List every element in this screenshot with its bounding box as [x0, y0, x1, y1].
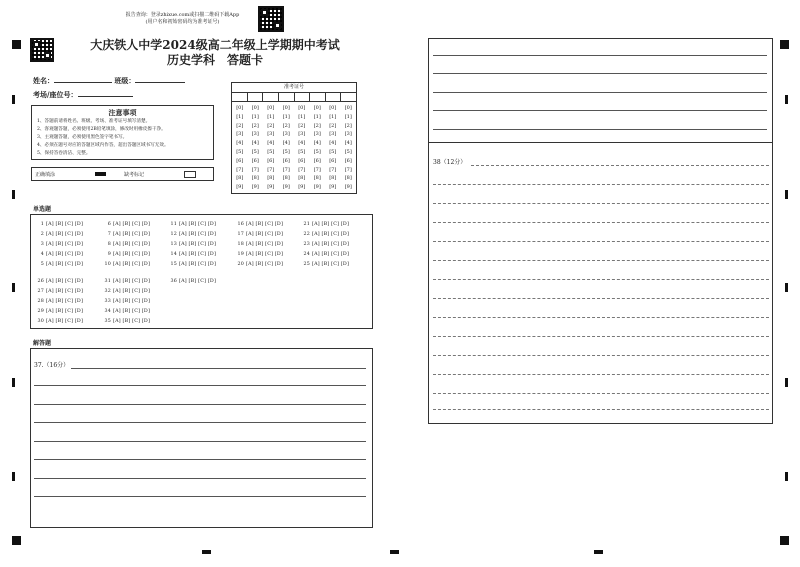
timing-mark — [12, 472, 15, 481]
q38-label: 38（12分） — [433, 159, 467, 166]
ticket-digit-bubble[interactable]: [2] — [298, 122, 306, 129]
ticket-digit-bubble[interactable]: [5] — [298, 148, 306, 155]
mcq-question-row[interactable] — [302, 260, 349, 270]
answer-line — [433, 184, 769, 185]
mcq-question-row[interactable] — [36, 250, 83, 260]
mcq-section-label: 单选题 — [33, 206, 52, 213]
ticket-digit-bubble[interactable]: [5] — [344, 148, 352, 155]
mcq-question-row[interactable] — [103, 277, 150, 287]
mcq-question-row[interactable] — [103, 260, 150, 270]
answer-line — [433, 355, 769, 356]
mcq-question-row[interactable] — [169, 220, 216, 230]
answer-line — [433, 203, 769, 204]
ticket-digit-bubble[interactable]: [1] — [267, 113, 275, 120]
mcq-option-bubbles[interactable]: [A] [B] [C] [D] — [46, 289, 84, 294]
mcq-question-number: 23 — [303, 242, 310, 247]
mcq-option-bubbles[interactable]: [A] [B] [C] [D] — [312, 232, 350, 237]
missing-exam-label: 缺考标记 — [124, 172, 145, 178]
mcq-question-row[interactable] — [302, 220, 349, 230]
ticket-digit-bubble[interactable]: [7] — [236, 166, 244, 173]
ticket-digit-bubble[interactable]: [9] — [267, 184, 275, 191]
mcq-question-row[interactable] — [36, 307, 83, 317]
mcq-option-bubbles[interactable]: [A] [B] [C] [D] — [113, 242, 151, 247]
mcq-question-number: 18 — [237, 242, 244, 247]
mcq-option-bubbles[interactable]: [A] [B] [C] [D] — [46, 222, 84, 227]
ticket-digit-bubble[interactable]: [9] — [298, 184, 306, 191]
ticket-digit-bubble[interactable]: [9] — [282, 184, 290, 191]
mcq-question-row[interactable] — [302, 230, 349, 240]
exam-title — [60, 38, 370, 68]
mcq-question-number: 6 — [107, 222, 111, 227]
registration-mark-top-left — [12, 40, 21, 49]
mcq-option-bubbles[interactable]: [A] [B] [C] [D] — [113, 252, 151, 257]
mcq-question-number: 13 — [170, 242, 177, 247]
mcq-question-number: 31 — [104, 279, 111, 284]
mcq-question-number: 33 — [104, 299, 111, 304]
registration-mark-top-right — [780, 40, 789, 49]
ticket-digit-bubble[interactable]: [5] — [282, 148, 290, 155]
mcq-column — [36, 277, 83, 327]
mcq-option-bubbles[interactable]: [A] [B] [C] [D] — [113, 279, 151, 284]
mcq-question-number: 34 — [104, 309, 111, 314]
room-seat-field[interactable] — [78, 88, 133, 97]
mcq-question-number: 27 — [37, 289, 44, 294]
essay-section-label: 解答题 — [33, 340, 52, 347]
ticket-number-label: 准考证号 — [232, 83, 356, 93]
answer-line — [433, 298, 769, 299]
timing-mark — [785, 378, 788, 387]
mcq-question-number: 35 — [104, 319, 111, 324]
mcq-question-row[interactable] — [103, 307, 150, 317]
mcq-question-row[interactable] — [36, 260, 83, 270]
timing-mark — [12, 95, 15, 104]
ticket-digit-bubble[interactable]: [0] — [251, 105, 259, 111]
ticket-digit-bubble[interactable]: [0] — [298, 105, 306, 111]
mcq-question-number: 36 — [170, 279, 177, 284]
mcq-option-bubbles[interactable]: [A] [B] [C] [D] — [179, 252, 217, 257]
ticket-digit-bubbles — [232, 102, 356, 192]
ticket-digit-bubble[interactable]: [2] — [236, 122, 244, 129]
answer-line — [433, 409, 769, 410]
ticket-digit-bubble[interactable]: [0] — [329, 105, 337, 111]
ticket-digit-bubble[interactable]: [1] — [298, 113, 306, 120]
ticket-number-grid — [231, 82, 357, 194]
ticket-digit-bubble[interactable]: [7] — [344, 166, 352, 173]
ticket-digit-bubble[interactable]: [6] — [298, 157, 306, 164]
mcq-question-number: 15 — [170, 262, 177, 267]
registration-mark-bottom-right — [780, 536, 789, 545]
timing-mark — [202, 550, 211, 554]
ticket-digit-bubble[interactable]: [7] — [282, 166, 290, 173]
correct-fill-sample — [95, 172, 106, 176]
timing-mark — [390, 550, 399, 554]
answer-line — [34, 496, 366, 497]
ticket-digit-bubble[interactable]: [7] — [298, 166, 306, 173]
mcq-question-number: 28 — [37, 299, 44, 304]
mcq-option-bubbles[interactable]: [A] [B] [C] [D] — [312, 222, 350, 227]
mcq-question-number: 4 — [40, 252, 44, 257]
ticket-digit-bubble[interactable]: [2] — [282, 122, 290, 129]
mcq-option-bubbles[interactable]: [A] [B] [C] [D] — [113, 299, 151, 304]
mcq-question-row[interactable] — [103, 240, 150, 250]
ticket-digit-bubble[interactable]: [4] — [313, 140, 321, 147]
mcq-question-row[interactable] — [103, 287, 150, 297]
mcq-option-bubbles[interactable]: [A] [B] [C] [D] — [46, 252, 84, 257]
mcq-column — [103, 220, 150, 270]
correct-fill-label: 正确填涂 — [35, 172, 56, 178]
answer-line — [34, 441, 366, 442]
ticket-digit-bubble[interactable]: [3] — [329, 131, 337, 138]
ticket-digit-bubble[interactable]: [8] — [236, 175, 244, 182]
mcq-question-number: 17 — [237, 232, 244, 237]
answer-line — [471, 165, 769, 166]
mcq-option-bubbles[interactable]: [A] [B] [C] [D] — [46, 319, 84, 324]
ticket-write-cells[interactable] — [232, 93, 356, 102]
ticket-digit-bubble[interactable]: [9] — [313, 184, 321, 191]
mcq-option-bubbles[interactable]: [A] [B] [C] [D] — [246, 222, 284, 227]
ticket-digit-bubble[interactable]: [5] — [236, 148, 244, 155]
room-seat-label: 考场/座位号： — [33, 90, 78, 99]
mcq-question-row[interactable] — [36, 220, 83, 230]
mcq-question-number: 11 — [170, 222, 177, 227]
mcq-option-bubbles[interactable]: [A] [B] [C] [D] — [46, 262, 84, 267]
fill-example-box — [31, 167, 214, 181]
notice-line-1: 报告查询：登录zhixue.com或扫描二维码下载App — [125, 12, 240, 18]
answer-line — [433, 92, 767, 93]
answer-line — [433, 374, 769, 375]
mcq-option-bubbles[interactable]: [A] [B] [C] [D] — [312, 252, 350, 257]
mcq-question-row[interactable] — [236, 250, 283, 260]
class-field[interactable] — [135, 74, 185, 83]
answer-line — [433, 55, 767, 56]
mcq-option-bubbles[interactable]: [A] [B] [C] [D] — [312, 262, 350, 267]
note-item: 1、答题前请将姓名、班级、考场、准考证号填写清楚。 — [37, 119, 151, 124]
answer-line — [433, 222, 769, 223]
answer-line — [433, 279, 769, 280]
student-info — [33, 74, 233, 102]
ticket-digit-bubble[interactable]: [6] — [236, 157, 244, 164]
ticket-digit-bubble[interactable]: [3] — [344, 131, 352, 138]
mcq-option-bubbles[interactable]: [A] [B] [C] [D] — [46, 309, 84, 314]
mcq-question-row[interactable] — [302, 240, 349, 250]
note-item: 5、保持答卷清洁、完整。 — [37, 151, 91, 156]
ticket-digit-bubble[interactable]: [9] — [329, 184, 337, 191]
ticket-digit-bubble[interactable]: [8] — [298, 175, 306, 182]
class-label: 班级： — [114, 76, 136, 85]
mcq-option-bubbles[interactable]: [A] [B] [C] [D] — [179, 242, 217, 247]
ticket-digit-bubble[interactable]: [3] — [298, 131, 306, 138]
ticket-digit-bubble[interactable]: [1] — [313, 113, 321, 120]
exam-title-line-1: 大庆铁人中学2024级高二年级上学期期中考试 — [90, 38, 340, 52]
note-item: 4、必须在题号对应的答题区域内作答，超出答题区域书写无效。 — [37, 143, 169, 148]
ticket-digit-bubble[interactable]: [6] — [267, 157, 275, 164]
mcq-option-bubbles[interactable]: [A] [B] [C] [D] — [113, 289, 151, 294]
mcq-option-bubbles[interactable]: [A] [B] [C] [D] — [113, 262, 151, 267]
notice-line-2: (用户名和初始密码均为准考证号) — [145, 19, 220, 25]
ticket-digit-bubble[interactable]: [0] — [267, 105, 275, 111]
ticket-digit-bubble[interactable]: [9] — [344, 184, 352, 191]
timing-mark — [12, 378, 15, 387]
answer-line — [34, 385, 366, 386]
ticket-digit-bubble[interactable]: [8] — [313, 175, 321, 182]
answer-line — [34, 459, 366, 460]
mcq-option-bubbles[interactable]: [A] [B] [C] [D] — [312, 242, 350, 247]
mcq-question-number: 22 — [303, 232, 310, 237]
mcq-question-row[interactable] — [103, 230, 150, 240]
ticket-digit-bubble[interactable]: [6] — [313, 157, 321, 164]
sheet-qr-code — [30, 38, 54, 62]
answer-line — [433, 241, 769, 242]
ticket-digit-bubble[interactable]: [2] — [329, 122, 337, 129]
notes-box — [31, 105, 214, 160]
mcq-option-bubbles[interactable]: [A] [B] [C] [D] — [179, 222, 217, 227]
ticket-digit-column — [263, 104, 279, 192]
ticket-digit-bubble[interactable]: [3] — [236, 131, 244, 138]
ticket-digit-bubble[interactable]: [7] — [267, 166, 275, 173]
q37-label: 37.（16分） — [34, 362, 70, 369]
ticket-digit-column — [341, 104, 357, 192]
note-item: 2、客观题答题，必须使用2B铅笔填涂，修改时用橡皮擦干净。 — [37, 127, 166, 132]
mcq-question-number: 30 — [37, 319, 44, 324]
mcq-question-number: 25 — [303, 262, 310, 267]
mcq-column — [36, 220, 83, 270]
ticket-digit-bubble[interactable]: [4] — [282, 140, 290, 147]
ticket-digit-bubble[interactable]: [3] — [267, 131, 275, 138]
mcq-option-bubbles[interactable]: [A] [B] [C] [D] — [46, 299, 84, 304]
mcq-option-bubbles[interactable]: [A] [B] [C] [D] — [113, 222, 151, 227]
mcq-question-number: 32 — [104, 289, 111, 294]
mcq-question-row[interactable] — [103, 317, 150, 327]
answer-line — [433, 73, 767, 74]
right-answer-panel[interactable] — [428, 38, 773, 424]
name-field[interactable] — [54, 74, 112, 83]
mcq-question-row[interactable] — [236, 260, 283, 270]
ticket-digit-bubble[interactable]: [8] — [329, 175, 337, 182]
ticket-digit-bubble[interactable]: [5] — [329, 148, 337, 155]
mcq-column — [169, 220, 216, 270]
ticket-digit-column — [325, 104, 341, 192]
mcq-question-row[interactable] — [103, 220, 150, 230]
mcq-option-bubbles[interactable]: [A] [B] [C] [D] — [179, 262, 217, 267]
timing-mark — [12, 283, 15, 292]
q37-answer-box[interactable] — [30, 348, 373, 528]
ticket-digit-bubble[interactable]: [4] — [236, 140, 244, 147]
mcq-question-row[interactable] — [103, 250, 150, 260]
mcq-option-bubbles[interactable]: [A] [B] [C] [D] — [246, 232, 284, 237]
ticket-digit-bubble[interactable]: [6] — [344, 157, 352, 164]
mcq-question-row[interactable] — [169, 277, 216, 287]
timing-mark — [785, 283, 788, 292]
mcq-question-number: 7 — [107, 232, 111, 237]
mcq-question-row[interactable] — [169, 250, 216, 260]
ticket-digit-bubble[interactable]: [8] — [344, 175, 352, 182]
mcq-column — [103, 277, 150, 327]
mcq-question-row[interactable] — [36, 240, 83, 250]
mcq-option-bubbles[interactable]: [A] [B] [C] [D] — [46, 279, 84, 284]
mcq-question-number: 3 — [40, 242, 44, 247]
mcq-question-number: 21 — [303, 222, 310, 227]
ticket-digit-bubble[interactable]: [2] — [251, 122, 259, 129]
ticket-digit-column — [310, 104, 326, 192]
mcq-question-number: 12 — [170, 232, 177, 237]
timing-mark — [785, 95, 788, 104]
mcq-option-bubbles[interactable]: [A] [B] [C] [D] — [46, 232, 84, 237]
timing-mark — [785, 190, 788, 199]
ticket-digit-bubble[interactable]: [1] — [329, 113, 337, 120]
note-item: 3、主观题答题，必须使用黑色签字笔书写。 — [37, 135, 128, 140]
mcq-question-number: 16 — [237, 222, 244, 227]
answer-line — [433, 336, 769, 337]
mcq-option-bubbles[interactable]: [A] [B] [C] [D] — [246, 242, 284, 247]
ticket-digit-bubble[interactable]: [0] — [313, 105, 321, 111]
mcq-question-number: 20 — [237, 262, 244, 267]
ticket-digit-bubble[interactable]: [1] — [344, 113, 352, 120]
ticket-digit-column — [279, 104, 295, 192]
ticket-digit-bubble[interactable]: [6] — [251, 157, 259, 164]
mcq-question-number: 8 — [107, 242, 111, 247]
ticket-digit-bubble[interactable]: [2] — [344, 122, 352, 129]
ticket-digit-bubble[interactable]: [8] — [267, 175, 275, 182]
mcq-option-bubbles[interactable]: [A] [B] [C] [D] — [113, 309, 151, 314]
ticket-digit-bubble[interactable]: [5] — [251, 148, 259, 155]
mcq-column — [169, 277, 216, 287]
mcq-question-number: 1 — [40, 222, 44, 227]
timing-mark — [785, 472, 788, 481]
mcq-option-bubbles[interactable]: [A] [B] [C] [D] — [179, 232, 217, 237]
ticket-digit-bubble[interactable]: [8] — [282, 175, 290, 182]
ticket-digit-bubble[interactable]: [2] — [313, 122, 321, 129]
mcq-question-number: 5 — [40, 262, 44, 267]
mcq-question-number: 2 — [40, 232, 44, 237]
ticket-digit-bubble[interactable]: [6] — [329, 157, 337, 164]
ticket-digit-bubble[interactable]: [1] — [282, 113, 290, 120]
mcq-question-row[interactable] — [302, 250, 349, 260]
mcq-question-row[interactable] — [169, 240, 216, 250]
answer-line — [34, 478, 366, 479]
mcq-column — [236, 220, 283, 270]
mcq-question-number: 24 — [303, 252, 310, 257]
mcq-question-row[interactable] — [36, 287, 83, 297]
ticket-digit-bubble[interactable]: [3] — [282, 131, 290, 138]
ticket-digit-bubble[interactable]: [7] — [329, 166, 337, 173]
registration-mark-bottom-left — [12, 536, 21, 545]
mcq-question-row[interactable] — [169, 260, 216, 270]
ticket-digit-bubble[interactable]: [4] — [344, 140, 352, 147]
report-notice — [110, 12, 255, 26]
answer-line — [34, 404, 366, 405]
mcq-question-number: 10 — [104, 262, 111, 267]
mcq-question-row[interactable] — [36, 317, 83, 327]
ticket-digit-bubble[interactable]: [2] — [267, 122, 275, 129]
ticket-digit-bubble[interactable]: [3] — [313, 131, 321, 138]
ticket-digit-bubble[interactable]: [0] — [282, 105, 290, 111]
ticket-digit-bubble[interactable]: [4] — [298, 140, 306, 147]
ticket-digit-bubble[interactable]: [7] — [251, 166, 259, 173]
mcq-answer-box — [30, 214, 373, 329]
mcq-option-bubbles[interactable]: [A] [B] [C] [D] — [246, 252, 284, 257]
mcq-question-number: 29 — [37, 309, 44, 314]
ticket-digit-column — [294, 104, 310, 192]
ticket-digit-column — [248, 104, 264, 192]
mcq-question-row[interactable] — [103, 297, 150, 307]
mcq-question-row[interactable] — [236, 220, 283, 230]
ticket-digit-bubble[interactable]: [3] — [251, 131, 259, 138]
mcq-question-row[interactable] — [36, 230, 83, 240]
exam-title-line-2: 历史学科 答题卡 — [166, 53, 263, 67]
mcq-question-number: 19 — [237, 252, 244, 257]
mcq-column — [302, 220, 349, 270]
answer-line — [433, 260, 769, 261]
ticket-digit-bubble[interactable]: [8] — [251, 175, 259, 182]
panel-divider — [429, 142, 772, 143]
ticket-digit-bubble[interactable]: [4] — [329, 140, 337, 147]
mcq-question-row[interactable] — [36, 277, 83, 287]
ticket-digit-bubble[interactable]: [7] — [313, 166, 321, 173]
name-label: 姓名： — [33, 76, 54, 85]
answer-line — [433, 110, 767, 111]
answer-line — [433, 129, 767, 130]
answer-line — [433, 393, 769, 394]
mcq-question-row[interactable] — [236, 230, 283, 240]
mcq-option-bubbles[interactable]: [A] [B] [C] [D] — [179, 279, 217, 284]
mcq-option-bubbles[interactable]: [A] [B] [C] [D] — [113, 319, 151, 324]
mcq-question-number: 9 — [107, 252, 111, 257]
mcq-question-number: 14 — [170, 252, 177, 257]
mcq-question-row[interactable] — [36, 297, 83, 307]
ticket-digit-column — [232, 104, 248, 192]
answer-line — [71, 368, 366, 369]
ticket-digit-bubble[interactable]: [1] — [251, 113, 259, 120]
notes-title: 注意事项 — [108, 108, 137, 117]
mcq-option-bubbles[interactable]: [A] [B] [C] [D] — [46, 242, 84, 247]
mcq-option-bubbles[interactable]: [A] [B] [C] [D] — [113, 232, 151, 237]
mcq-question-row[interactable] — [236, 240, 283, 250]
mcq-question-number: 26 — [37, 279, 44, 284]
missing-exam-checkbox[interactable] — [184, 171, 196, 178]
ticket-digit-bubble[interactable]: [9] — [251, 184, 259, 191]
mcq-option-bubbles[interactable]: [A] [B] [C] [D] — [246, 262, 284, 267]
ticket-digit-bubble[interactable]: [5] — [267, 148, 275, 155]
download-qr-code — [258, 6, 284, 32]
ticket-digit-bubble[interactable]: [5] — [313, 148, 321, 155]
ticket-digit-bubble[interactable]: [1] — [236, 113, 244, 120]
timing-mark — [12, 190, 15, 199]
timing-mark — [594, 550, 603, 554]
ticket-digit-bubble[interactable]: [4] — [267, 140, 275, 147]
answer-line — [433, 317, 769, 318]
answer-line — [34, 422, 366, 423]
mcq-question-row[interactable] — [169, 230, 216, 240]
ticket-digit-bubble[interactable]: [6] — [282, 157, 290, 164]
ticket-digit-bubble[interactable]: [9] — [236, 184, 244, 191]
ticket-digit-bubble[interactable]: [4] — [251, 140, 259, 147]
ticket-digit-bubble[interactable]: [0] — [236, 105, 244, 111]
ticket-digit-bubble[interactable]: [0] — [344, 105, 352, 111]
